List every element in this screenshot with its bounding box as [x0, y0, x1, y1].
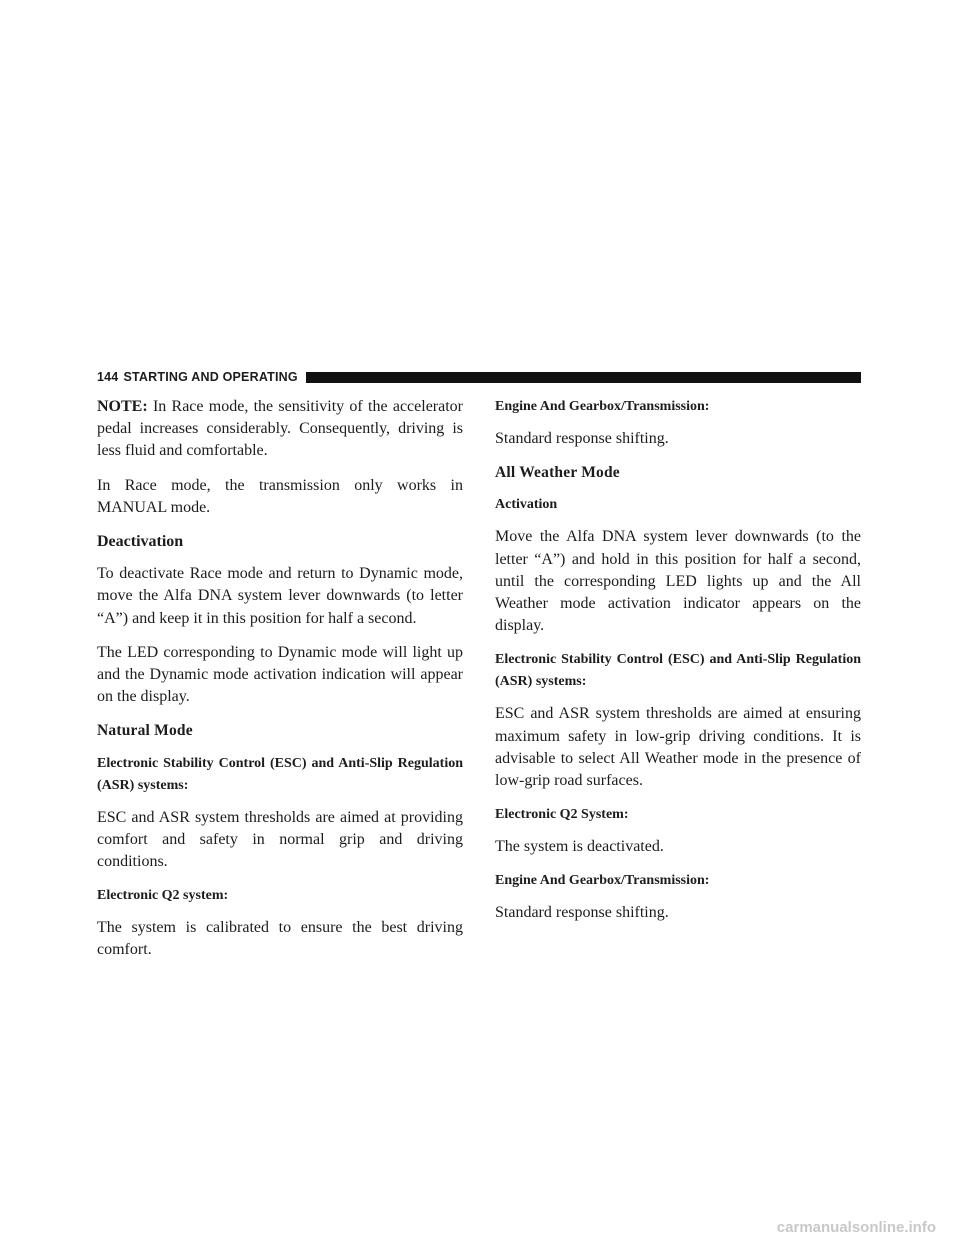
all-weather-esc-heading: Electronic Stability Control (ESC) and Anti-Slip Regulation (ASR) systems: [495, 652, 861, 690]
natural-q2-heading: Electronic Q2 system: [97, 888, 229, 904]
note-label: NOTE: [97, 398, 148, 415]
note-paragraph [97, 396, 463, 463]
page-number: 144 [97, 370, 119, 384]
header-rule [306, 372, 861, 383]
all-weather-esc-paragraph: ESC and ASR system thresholds are aimed at ensuring maximum safety in low-grip driving conditions. It is advisable to select All Weather mode in the presence of low-grip road surfaces. [495, 705, 861, 790]
deactivation-paragraph: To deactivate Race mode and return to Dynamic mode, move the Alfa DNA system lever downwards (to letter “A”) and keep it in this position for half a second. [97, 565, 463, 627]
right-column [495, 396, 861, 937]
natural-esc-paragraph: ESC and ASR system thresholds are aimed at providing comfort and safety in normal grip and driving conditions. [97, 808, 463, 871]
engine-heading-2: Engine And Gearbox/Transmission: [495, 873, 710, 889]
engine-heading: Engine And Gearbox/Transmission: [495, 399, 710, 414]
natural-mode-heading: Natural Mode [97, 722, 193, 740]
activation-heading: Activation [495, 497, 558, 513]
natural-esc-heading: Electronic Stability Control (ESC) and Anti-Slip Regulation (ASR) systems: [97, 755, 463, 793]
natural-q2-paragraph: The system is calibrated to ensure the best driving comfort. [97, 919, 463, 959]
all-weather-heading: All Weather Mode [495, 464, 620, 482]
all-weather-q2-paragraph: The system is deactivated. [495, 838, 664, 856]
led-paragraph: The LED corresponding to Dynamic mode will light up and the Dynamic mode activation indication will appear on the display. [97, 643, 463, 706]
left-column [97, 396, 463, 974]
section-title: STARTING AND OPERATING [123, 370, 298, 384]
engine-paragraph-2: Standard response shifting. [495, 904, 669, 922]
page-header [97, 369, 861, 385]
activation-paragraph: Move the Alfa DNA system lever downwards (to the letter “A”) and hold in this position for half a second, until the corresponding LED lights up and the All Weather mode activation indicator appears on the display. [495, 528, 861, 635]
watermark: carmanualsonline.info [776, 1219, 936, 1236]
all-weather-q2-heading: Electronic Q2 System: [495, 807, 629, 823]
deactivation-heading: Deactivation [97, 533, 184, 551]
note-text: In Race mode, the sensitivity of the accelerator pedal increases considerably. Consequently, driving is less fluid and comfortable. [97, 398, 463, 460]
engine-paragraph: Standard response shifting. [495, 430, 669, 447]
race-manual-paragraph: In Race mode, the transmission only works in MANUAL mode. [97, 476, 463, 516]
